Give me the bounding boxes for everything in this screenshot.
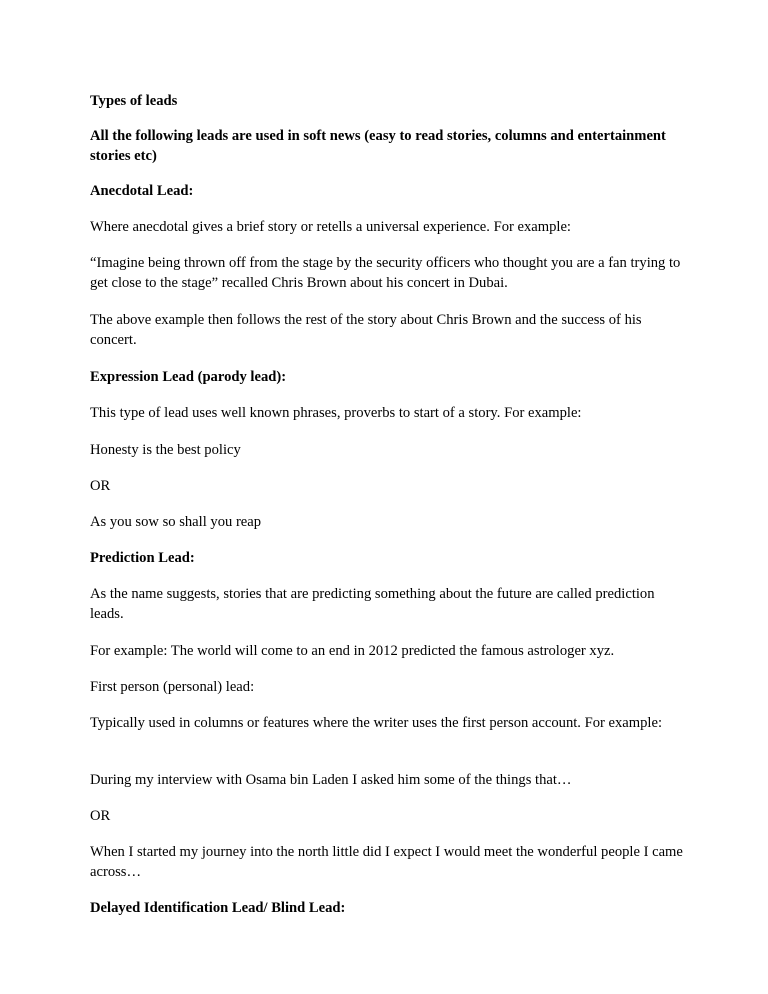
anecdotal-heading: Anecdotal Lead: — [90, 183, 194, 199]
anecdotal-example: “Imagine being thrown off from the stage by the security officers who thought you are a fan trying to get close to the stage” recalled Chris Brown about his concert in Dubai. — [90, 255, 681, 291]
anecdotal-description: Where anecdotal gives a brief story or retells a universal experience. For example: — [90, 219, 571, 235]
prediction-example: For example: The world will come to an end in 2012 predicted the famous astrologer xyz. — [90, 643, 615, 659]
first-person-description: Typically used in columns or features where the writer uses the first person account. For example: — [90, 715, 663, 731]
prediction-heading: Prediction Lead: — [90, 550, 195, 566]
first-person-separator: OR — [90, 808, 111, 824]
intro-paragraph: All the following leads are used in soft news (easy to read stories, columns and entertainment stories etc) — [90, 128, 666, 164]
expression-example-1: Honesty is the best policy — [90, 442, 241, 458]
prediction-description: As the name suggests, stories that are predicting something about the future are called prediction leads. — [90, 586, 655, 622]
anecdotal-followup: The above example then follows the rest of the story about Chris Brown and the success of his concert. — [90, 312, 642, 348]
document-title: Types of leads — [90, 93, 178, 109]
expression-separator: OR — [90, 478, 111, 494]
first-person-heading: First person (personal) lead: — [90, 679, 255, 695]
delayed-identification-heading: Delayed Identification Lead/ Blind Lead: — [90, 900, 346, 916]
first-person-example-2: When I started my journey into the north little did I expect I would meet the wonderful people I came across… — [90, 844, 683, 880]
expression-heading: Expression Lead (parody lead): — [90, 369, 287, 385]
expression-description: This type of lead uses well known phrases, proverbs to start of a story. For example: — [90, 405, 582, 421]
first-person-example-1: During my interview with Osama bin Laden I asked him some of the things that… — [90, 772, 572, 788]
expression-example-2: As you sow so shall you reap — [90, 514, 262, 530]
